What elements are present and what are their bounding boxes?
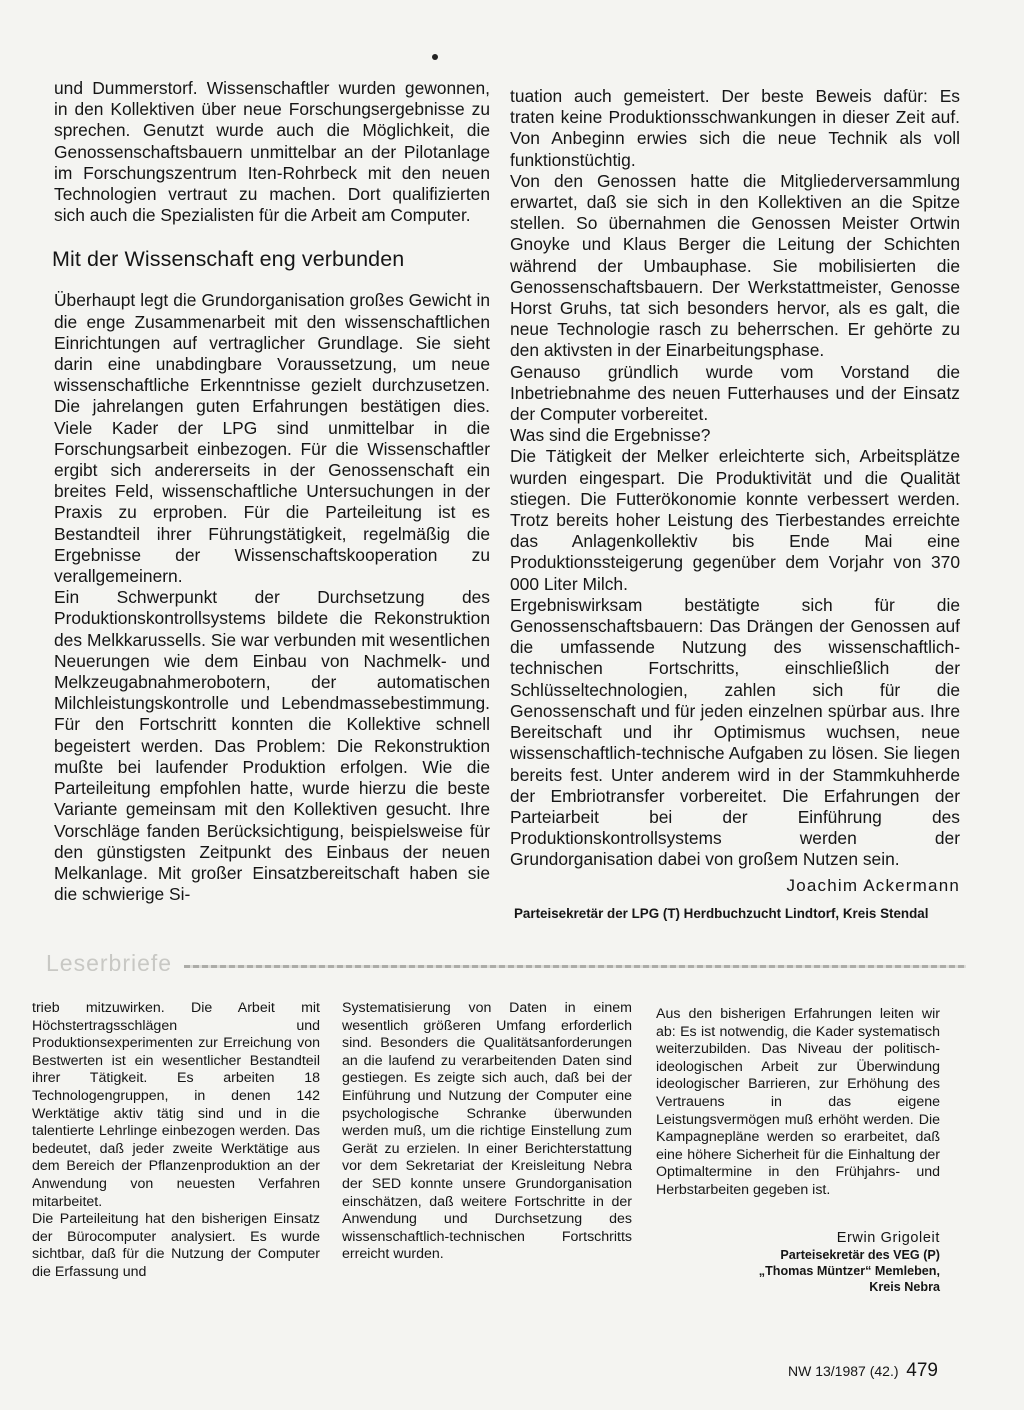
letter-column-1 [32,1000,320,1282]
article-paragraph: Von den Genossen hatte die Mitgliederversammlung erwartet, daß sie sich in den Kollektiven an die Spitze stellen. So übernahmen die Genossen Meister Ortwin Gnoyke und Klaus Berger die Leitung der Schichten während der Umbauphase. Sie mobilisierten die Genossenschaftsbauern. Der Werkstattmeister, Genosse Horst Gruhs, tat sich besonders hervor, als es galt, die neue Technologie rasch zu beherrschen. Er gehörte zu den aktivsten in der Einarbeitungsphase. [510,170,960,361]
print-speck [432,54,438,60]
article-left-column [54,78,490,905]
letter-author-role-line: „Thomas Müntzer“ Memleben, [758,1264,940,1279]
letter-column-2 [342,1000,632,1264]
page-footer [788,1360,938,1382]
letter-paragraph: Aus den bisherigen Erfahrungen leiten wir ab: Es ist notwendig, die Kader systematisch weiterzubilden. Das Niveau der politisch-ideologischen Arbeit zur Überwindung ideologischer Barrieren, zur Erhöhung des Vertrauens in das eigene Leistungsvermögen muß erhöht werden. Die Kampagnepläne werden so erarbeitet, daß eine höhere Sicherheit für die Einhaltung der Optimaltermine in den Frühjahrs- und Herbstarbeiten gegeben ist. [656,1006,940,1198]
letter-paragraph: Die Parteileitung hat den bisherigen Einsatz der Bürocomputer analysiert. Es wurde sichtbar, daß für die Nutzung der Computer die Erfassung und [32,1211,320,1280]
article-author-role: Parteisekretär der LPG (T) Herdbuchzucht Lindtorf, Kreis Stendal [514,906,929,921]
page-number: 479 [906,1360,938,1381]
article-paragraph: Überhaupt legt die Grundorganisation großes Gewicht in die enge Zusammenarbeit mit den wissenschaftlichen Einrichtungen auf vertraglicher Grundlage. Sie sieht darin eine unabdingbare Voraussetzung, um neue wissenschaftliche Erkenntnisse gezielt durchzusetzen. Die jahrelangen guten Erfahrungen bestätigen dies. Viele Kader der LPG sind unmittelbar in die Forschungsarbeit einbezogen. Für die Wissenschaftler ergibt sich andererseits in der Genossenschaft ein breites Feld, wissenschaftliche Untersuchungen in der Praxis zu erproben. Für die Parteileitung ist es Bestandteil ihrer Führungstätigkeit, regelmäßig die Ergebnisse der Wissenschaftskooperation zu verallgemeinern. [54,290,490,587]
article-paragraph: Die Tätigkeit der Melker erleichterte sich, Arbeitsplätze wurden eingespart. Die Produktivität und die Qualität stiegen. Die Futterökonomie konnte verbessert werden. Trotz bereits hoher Leistung des Tierbestandes erreichte das Anlagenkollektiv bis Ende Mai eine Produktionssteigerung gegenüber dem Vorjahr von 370 000 Liter Milch. [510,446,960,594]
article-paragraph: Ein Schwerpunkt der Durchsetzung des Produktionskontrollsystems bildete die Rekonstruktion des Melkkarussells. Sie war verbunden mit wesentlichen Neuerungen wie dem Einbau von Nachmelk- und Melkzeugabnahmerobotern, der automatischen Milchleistungskontrolle und Lebendmassebestimmung. Für den Fortschritt konnten die Kollektive schnell begeistert werden. Das Problem: Die Rekonstruktion mußte bei laufender Produktion erfolgen. Wie die Parteileitung empfohlen hatte, wurde hierzu die beste Variante gemeinsam mit den Kollektiven gesucht. Ihre Vorschläge fanden Berücksichtigung, beispielsweise für den günstigsten Zeitpunkt des Einbaus der neuen Melkanlage. Mit großer Einsatzbereitschaft haben sie die schwierige Si- [54,587,490,905]
article-paragraph: Genauso gründlich wurde vom Vorstand die Inbetriebnahme des neuen Futterhauses und der Einsatz der Computer vorbereitet. [510,361,960,425]
letter-author: Erwin Grigoleit [836,1229,940,1246]
rubric-divider [184,965,966,968]
article-author: Joachim Ackermann [786,875,960,895]
article-paragraph: tuation auch gemeistert. Der beste Beweis dafür: Es traten keine Produktionsschwankungen in dieser Zeit auf. Von Anbeginn erwies sich die neue Technik als voll funktionstüchtig. [510,86,960,170]
rubric-header [46,946,966,980]
article-paragraph: und Dummerstorf. Wissenschaftler wurden gewonnen, in den Kollektiven über neue Forschungsergebnisse zu sprechen. Genutzt wurde auch die Möglichkeit, die Genossenschaftsbauern unmittelbar an der Pilotanlage im Forschungszentrum Iten-Rohrbeck mit den neuen Technologien vertraut zu machen. Dort qualifizierten sich auch die Spezialisten für die Arbeit am Computer. [54,78,490,226]
section-heading: Mit der Wissenschaft eng verbunden [52,247,405,272]
letter-author-role-line: Parteisekretär des VEG (P) [780,1248,940,1263]
letter-paragraph: Systematisierung von Daten in einem wesentlich größeren Umfang erforderlich sind. Besonders die Qualitätsanforderungen an die laufend zu verarbeitenden Daten sind gestiegen. Es zeigte sich auch, daß bei der Einführung und Nutzung der Computer eine psychologische Schranke überwunden werden muß, um die richtige Einstellung zum Gerät zu erzielen. In einer Berichterstattung vor dem Sekretariat der Kreisleitung Nebra der SED konnte unsere Grundorganisation einschätzen, daß weitere Fortschritte in der Anwendung und Durchsetzung des wissenschaftlich-technischen Fortschritts erreicht wurden. [342,1000,632,1263]
article-paragraph: Was sind die Ergebnisse? [510,425,711,446]
rubric-title: Leserbriefe [46,949,173,976]
letter-author-role-line: Kreis Nebra [869,1280,940,1295]
issue-label: NW 13/1987 (42.) [788,1363,899,1379]
letter-column-3 [656,1006,940,1295]
letter-paragraph: trieb mitzuwirken. Die Arbeit mit Höchstertragsschlägen und Produktionsexperimenten zur Erreichung von Bestwerten ist ein wesentlicher Bestandteil ihrer Tätigkeit. Es arbeiten 18 Technologengruppen, in denen 142 Werktätige aktiv tätig sind und in die talentierte Lehrlinge einbezogen werden. Das bedeutet, daß jeder zweite Werktätige aus dem Bereich der Pflanzenproduktion an der Anwendung von neuesten Verfahren mitarbeitet. [32,1000,320,1210]
article-right-column [510,86,960,896]
article-paragraph: Ergebniswirksam bestätigte sich für die Genossenschaftsbauern: Das Drängen der Genossen auf die umfassende Nutzung des wissenschaftlich-technischen Fortschritts, einschließlich der Schlüsseltechnologien, zahlen sich für die Genossenschaft und für jeden einzelnen spürbar aus. Ihre Bereitschaft und ihr Optimismus wuchsen, neue wissenschaftlich-technische Aufgaben zu lösen. Sie liegen bereits fest. Unter anderem wird in der Stammkuhherde der Embriotransfer vorbereitet. Die Erfahrungen der Parteiarbeit bei der Einführung des Produktionskontrollsystems werden der Grundorganisation dabei von großem Nutzen sein. [510,594,960,870]
